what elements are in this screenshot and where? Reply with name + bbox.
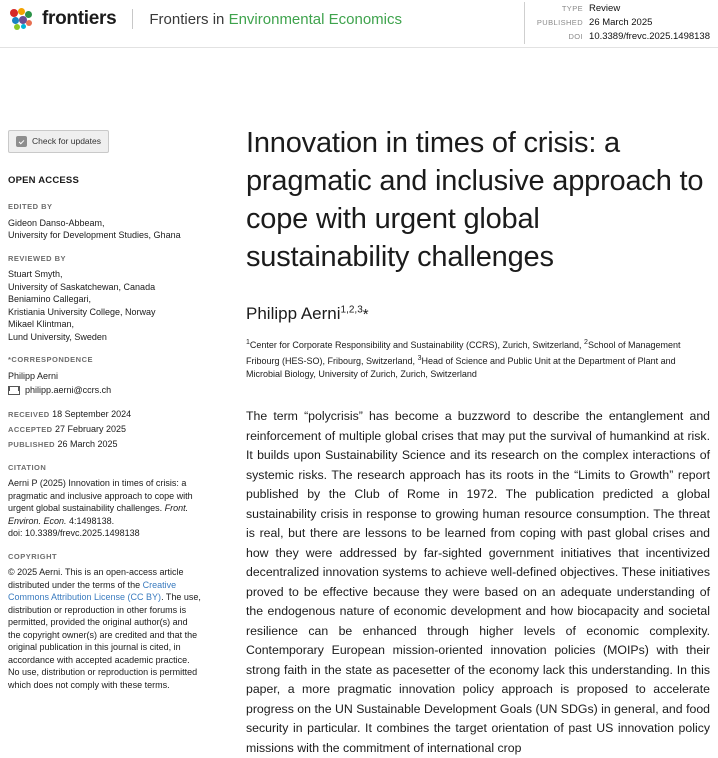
accepted-value: 27 February 2025 xyxy=(54,423,127,434)
abstract-text: The term “polycrisis” has become a buzzword to describe the entanglement and reinforcement of multiple global crises that may put the survival of humankind at risk. It builds upon Sustainability Science and its research on the complex interactions of systemic risks. The research approach has its roots in the “Limits to Growth” report published by the Club of Rome in 1972. The publication predicted a global sustainability crisis in response to growing human resource consumption. The threat is real, but there are lessons to be learned from coping with past global crises and how they were addressed by far-sighted government initiatives that incentivized decentralized innovation systems to achieve well-defined objectives. These initiatives proved to be effective because they were based on an adequate understanding of the endogenous nature of economic development and how biocapacity and societal resilience can be enhanced through higher levels of economic complexity. Contemporary European mission-oriented innovation policies (MOIPs) with their strong faith in the state as pacesetter of the economy lack this understanding. In this paper, a more pragmatic innovation policy approach is proposed to accelerate progress on the UN Sustainable Development Goals (UN SDGs) in general, and food security in particular. It combines the target orientation of past US innovation policy missions with the commitment of international crop xyxy=(246,409,710,755)
affiliation-3-marker: 3 xyxy=(417,355,422,362)
brand-wordmark: frontiers xyxy=(42,8,117,29)
envelope-icon xyxy=(8,386,20,395)
check-for-updates-button[interactable] xyxy=(8,130,109,153)
citation-locator: 4:1498138. xyxy=(66,515,115,526)
header-divider xyxy=(132,9,133,29)
corresponding-author-star: * xyxy=(362,306,369,323)
correspondence-name: Philipp Aerni xyxy=(8,370,59,381)
copyright-label: COPYRIGHT xyxy=(8,551,58,561)
affiliation-2-text: School of Management Fribourg (HES-SO), Fribourg, Switzerland, xyxy=(246,340,681,366)
copyright-text xyxy=(8,566,202,691)
page-header xyxy=(0,0,718,42)
meta-published xyxy=(535,16,710,30)
dates-section xyxy=(8,408,202,451)
accepted-label: ACCEPTED xyxy=(8,424,53,434)
frontiers-logo-icon xyxy=(10,8,32,30)
reviewed-by-section xyxy=(8,253,202,344)
correspondence-label: *CORRESPONDENCE xyxy=(8,355,94,364)
reviewer-2-affiliation: Kristiania University College, Norway xyxy=(8,306,156,317)
page-title: Innovation in times of crisis: a pragmatic and inclusive approach to cope with urgent global sustainability challenges xyxy=(246,127,704,273)
reviewer-3-name: Mikael Klintman, xyxy=(8,319,75,329)
reviewer-3-affiliation: Lund University, Sweden xyxy=(8,331,107,342)
sidebar xyxy=(0,52,214,718)
citation-label: CITATION xyxy=(8,462,47,472)
author-affiliation-markers: 1,2,3 xyxy=(340,304,363,316)
crossmark-icon xyxy=(16,136,27,147)
meta-type xyxy=(535,2,710,16)
open-access-badge: OPEN ACCESS xyxy=(8,174,80,186)
main-column xyxy=(214,52,718,755)
meta-type-value: Review xyxy=(589,3,621,14)
citation-text xyxy=(8,477,202,527)
affiliation-2-marker: 2 xyxy=(584,339,588,346)
citation-section xyxy=(8,462,202,540)
copyright-part-2: . The use, distribution or reproduction in other forums is permitted, provided the original author(s) and the copyright owner(s) are credited and that the original publication in this journal is cited, in accordance with accepted academic practice. No use, distribution or reproduction is permitted which does not comply with these terms. xyxy=(8,592,201,690)
correspondence-email-row[interactable] xyxy=(8,384,202,397)
published-date xyxy=(8,438,202,451)
header-rule xyxy=(0,47,718,48)
meta-published-value: 26 March 2025 xyxy=(589,17,653,28)
editor-name: Gideon Danso-Abbeam, xyxy=(8,217,105,228)
article-body xyxy=(0,52,718,755)
check-for-updates-label: Check for updates xyxy=(32,136,101,146)
reviewer-1-affiliation: University of Saskatchewan, Canada xyxy=(8,281,156,292)
received-label: RECEIVED xyxy=(8,409,50,419)
correspondence-email[interactable]: philipp.aerni@ccrs.ch xyxy=(25,385,112,395)
author-list xyxy=(246,304,710,324)
affiliation-1-text: Center for Corporate Responsibility and Sustainability (CCRS), Zurich, Switzerland, xyxy=(249,340,585,350)
journal-field: Environmental Economics xyxy=(228,10,402,28)
accepted-date xyxy=(8,423,202,436)
citation-doi[interactable]: doi: 10.3389/frevc.2025.1498138 xyxy=(8,528,140,538)
copyright-section xyxy=(8,551,202,692)
meta-published-label: PUBLISHED xyxy=(536,18,584,27)
edited-by-label: EDITED BY xyxy=(8,202,53,211)
meta-type-label: TYPE xyxy=(561,4,584,13)
journal-prefix: Frontiers in xyxy=(149,10,225,28)
reviewed-by-label: REVIEWED BY xyxy=(8,253,67,263)
meta-doi-label: DOI xyxy=(568,32,584,41)
license-link[interactable]: Creative Commons Attribution License (CC BY) xyxy=(8,579,177,602)
article-meta xyxy=(524,2,710,44)
citation-main: Aerni P (2025) Innovation in times of crisis: a pragmatic and inclusive approach to cope with urgent global sustainability challenges. xyxy=(8,478,193,513)
edited-by-section xyxy=(8,201,202,242)
affiliations xyxy=(246,336,710,381)
correspondence-section xyxy=(8,354,202,397)
published-value: 26 March 2025 xyxy=(57,438,118,449)
meta-doi xyxy=(535,30,710,44)
copyright-part-1: © 2025 Aerni. This is an open-access article distributed under the terms of the xyxy=(8,567,184,590)
reviewer-1-name: Stuart Smyth, xyxy=(8,269,63,279)
published-label: PUBLISHED xyxy=(8,439,55,449)
editor-affiliation: University for Development Studies, Ghana xyxy=(8,230,181,240)
author-name[interactable]: Philipp Aerni xyxy=(246,304,341,323)
meta-doi-value[interactable]: 10.3389/frevc.2025.1498138 xyxy=(589,31,710,42)
affiliation-1-marker: 1 xyxy=(246,339,250,346)
received-value: 18 September 2024 xyxy=(52,408,132,419)
affiliation-3-text: Head of Science and Public Unit at the Department of Plant and Microbial Biology, University of Zurich, Zurich, Switzerland xyxy=(246,356,676,379)
received-date xyxy=(8,408,202,421)
reviewer-2-name: Beniamino Callegari, xyxy=(8,294,92,304)
citation-journal: Front. Environ. Econ. xyxy=(8,503,189,526)
journal-title xyxy=(149,11,402,28)
